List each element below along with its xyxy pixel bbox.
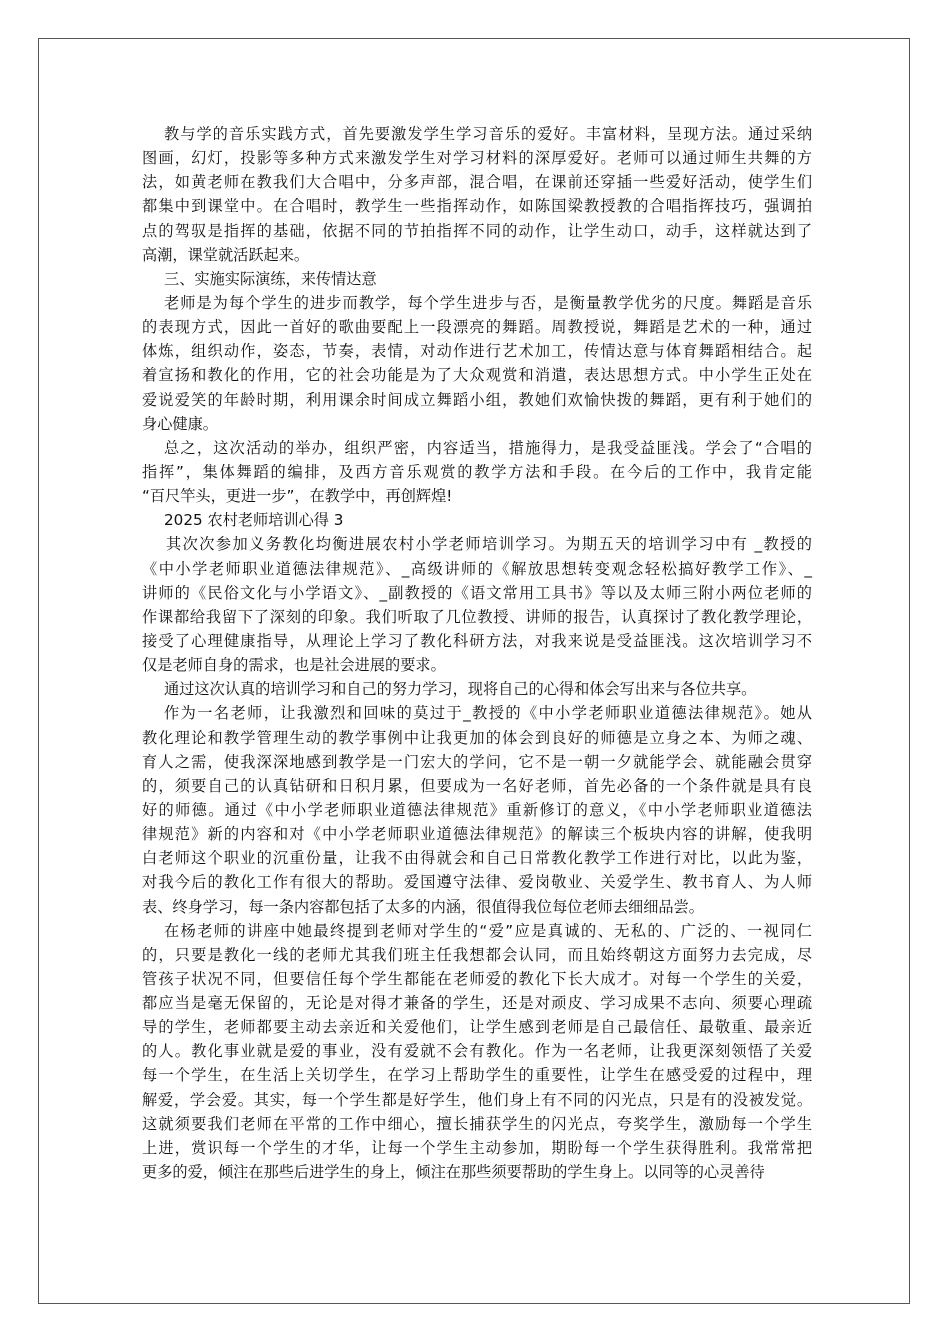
text-line: 接受了心理健康指导，从理论上学习了教化科研方法，对我来说是受益匪浅。这次培训学习不 [142,631,812,650]
text-line: 体炼，组织动作，姿态，节奏，表情，对动作进行艺术加工，传情达意与体育舞蹈相结合。起 [142,342,812,361]
text-line: 白老师这个职业的沉重份量，让我不由得就会和自己日常教化教学工作进行对比，以此为鉴， [142,849,812,868]
text-line: 仅是老师自身的需求，也是社会进展的要求。 [142,656,446,675]
text-line: 好的师德。通过《中小学老师职业道德法律规范》重新修订的意义，《中小学老师职业道德法 [142,800,812,819]
text-line: 的，只要是教化一线的老师尤其我们班主任我想都会认同，而且始终朝这方面努力去完成，尽 [142,945,812,964]
text-line: 法，如黄老师在教我们大合唱中，分多声部，混合唱，在课前还穿插一些爱好活动，使学生们 [142,173,812,192]
text-line: 点的驾驭是指挥的基础，依据不同的节拍指挥不同的动作，让学生动口，动手，这样就达到了 [142,221,812,240]
text-line: 的表现方式，因此一首好的歌曲要配上一段漂亮的舞蹈。周教授说，舞蹈是艺术的一种，通过 [142,318,812,337]
text-line: 更多的爱，倾注在那些后进学生的身上，倾注在那些须要帮助的学生身上。以同等的心灵善待 [142,1163,765,1182]
text-line: 着宣扬和教化的作用，它的社会功能是为了大众观赏和消遣，表达思想方式。中小学生正处在 [142,366,812,385]
text-line: 的人。教化事业就是爱的事业，没有爱就不会有教化。作为一名老师，让我更深刻领悟了关爱 [142,1042,812,1061]
text-line: 通过这次认真的培训学习和自己的努力学习，现将自己的心得和体会写出来与各位共享。 [164,680,757,699]
text-line: 导的学生，老师都要主动去亲近和关爱他们，让学生感到老师是自己最信任、最敬重、最亲近 [142,1018,812,1037]
text-line: 教化理论和教学管理生动的教学事例中让我更加的体会到良好的师德是立身之本、为师之魂、 [142,728,812,747]
text-line: 图画，幻灯，投影等多种方式来激发学生对学习材料的深厚爱好。老师可以通过师生共舞的方 [142,149,812,168]
text-line: 指挥”，集体舞蹈的编排，及西方音乐观赏的教学方法和手段。在今后的工作中，我肯定能 [142,462,812,481]
text-line: 作为一名老师，让我激烈和回味的莫过于_教授的《中小学老师职业道德法律规范》。她从 [164,704,812,723]
text-line: 表、终身学习，每一条内容都包括了太多的内涵，很值得我位每位老师去细细品尝。 [142,897,704,916]
text-line: 都应当是毫无保留的，无论是对得才兼备的学生，还是对顽皮、学习成果不志向、须要心理疏 [142,994,812,1013]
text-line: 讲师的《民俗文化与小学语文》、_副教授的《语文常用工具书》等以及太师三附小两位老师的 [142,583,812,602]
text-line: 都集中到课堂中。在合唱时，教学生一些指挥动作，如陈国梁教授教的合唱指挥技巧，强调拍 [142,197,812,216]
text-line: 在杨老师的讲座中她最终提到老师对学生的“爱”应是真诚的、无私的、广泛的、一视同仁 [164,921,812,940]
text-line: 解爱，学会爱。其实，每一个学生都是好学生，他们身上有不同的闪光点，只是有的没被发觉。 [142,1090,812,1109]
text-line: 对我今后的教化工作有很大的帮助。爱国遵守法律、爱岗敬业、关爱学生、教书育人、为人师 [142,873,812,892]
text-line: 2025 农村老师培训心得 3 [164,511,344,530]
text-line: 这就须要我们老师在平常的工作中细心，擅长捕获学生的闪光点，夸奖学生，激励每一个学生 [142,1114,812,1133]
text-line: 育人之需，使我深深地感到教学是一门宏大的学问，它不是一朝一夕就能学会、就能融会贯穿 [142,752,812,771]
text-line: 教与学的音乐实践方式，首先要激发学生学习音乐的爱好。丰富材料，呈现方法。通过采纳 [164,125,812,143]
text-line: 其次次参加义务教化均衡进展农村小学老师培训学习。为期五天的培训学习中有 _教授的 [166,535,812,554]
text-line: 高潮，课堂就活跃起来。 [142,245,310,264]
text-line: 爱说爱笑的年龄时期，利用课余时间成立舞蹈小组，教她们欢愉快拨的舞蹈，更有利于她们的 [142,390,812,409]
text-line: 《中小学老师职业道德法律规范》、_高级讲师的《解放思想转变观念轻松搞好教学工作》、_ [142,559,812,578]
text-line: “百尺竿头，更进一步”，在教学中，再创辉煌! [142,487,453,506]
text-line: 总之，这次活动的举办，组织严密，内容适当，措施得力，是我受益匪浅。学会了“合唱的 [164,438,812,457]
document-body [142,122,812,1184]
text-line: 每一个学生，在生活上关切学生，在学习上帮助学生的重要性，让学生在感受爱的过程中，理 [142,1066,812,1085]
text-line: 管孩子状况不同，但要信任每个学生都能在老师爱的教化下长大成才。对每一个学生的关爱， [142,969,812,988]
text-line: 的，须要自己的认真钻研和日积月累，但要成为一名好老师，首先必备的一个条件就是具有良 [142,776,812,795]
text-line: 律规范》新的内容和对《中小学老师职业道德法律规范》的解读三个板块内容的讲解，使我明 [142,825,812,844]
text-line: 上进，赏识每一个学生的才华，让每一个学生主动参加，期盼每一个学生获得胜利。我常常把 [142,1138,812,1157]
text-line: 老师是为每个学生的进步而教学，每个学生进步与否，是衡量教学优劣的尺度。舞蹈是音乐 [164,293,812,312]
text-line: 作课都给我留下了深刻的印象。我们听取了几位教授、讲师的报告，认真探讨了教化教学理论， [142,607,812,626]
text-line: 三、实施实际演练，来传情达意 [164,269,377,288]
text-line: 身心健康。 [142,414,218,433]
